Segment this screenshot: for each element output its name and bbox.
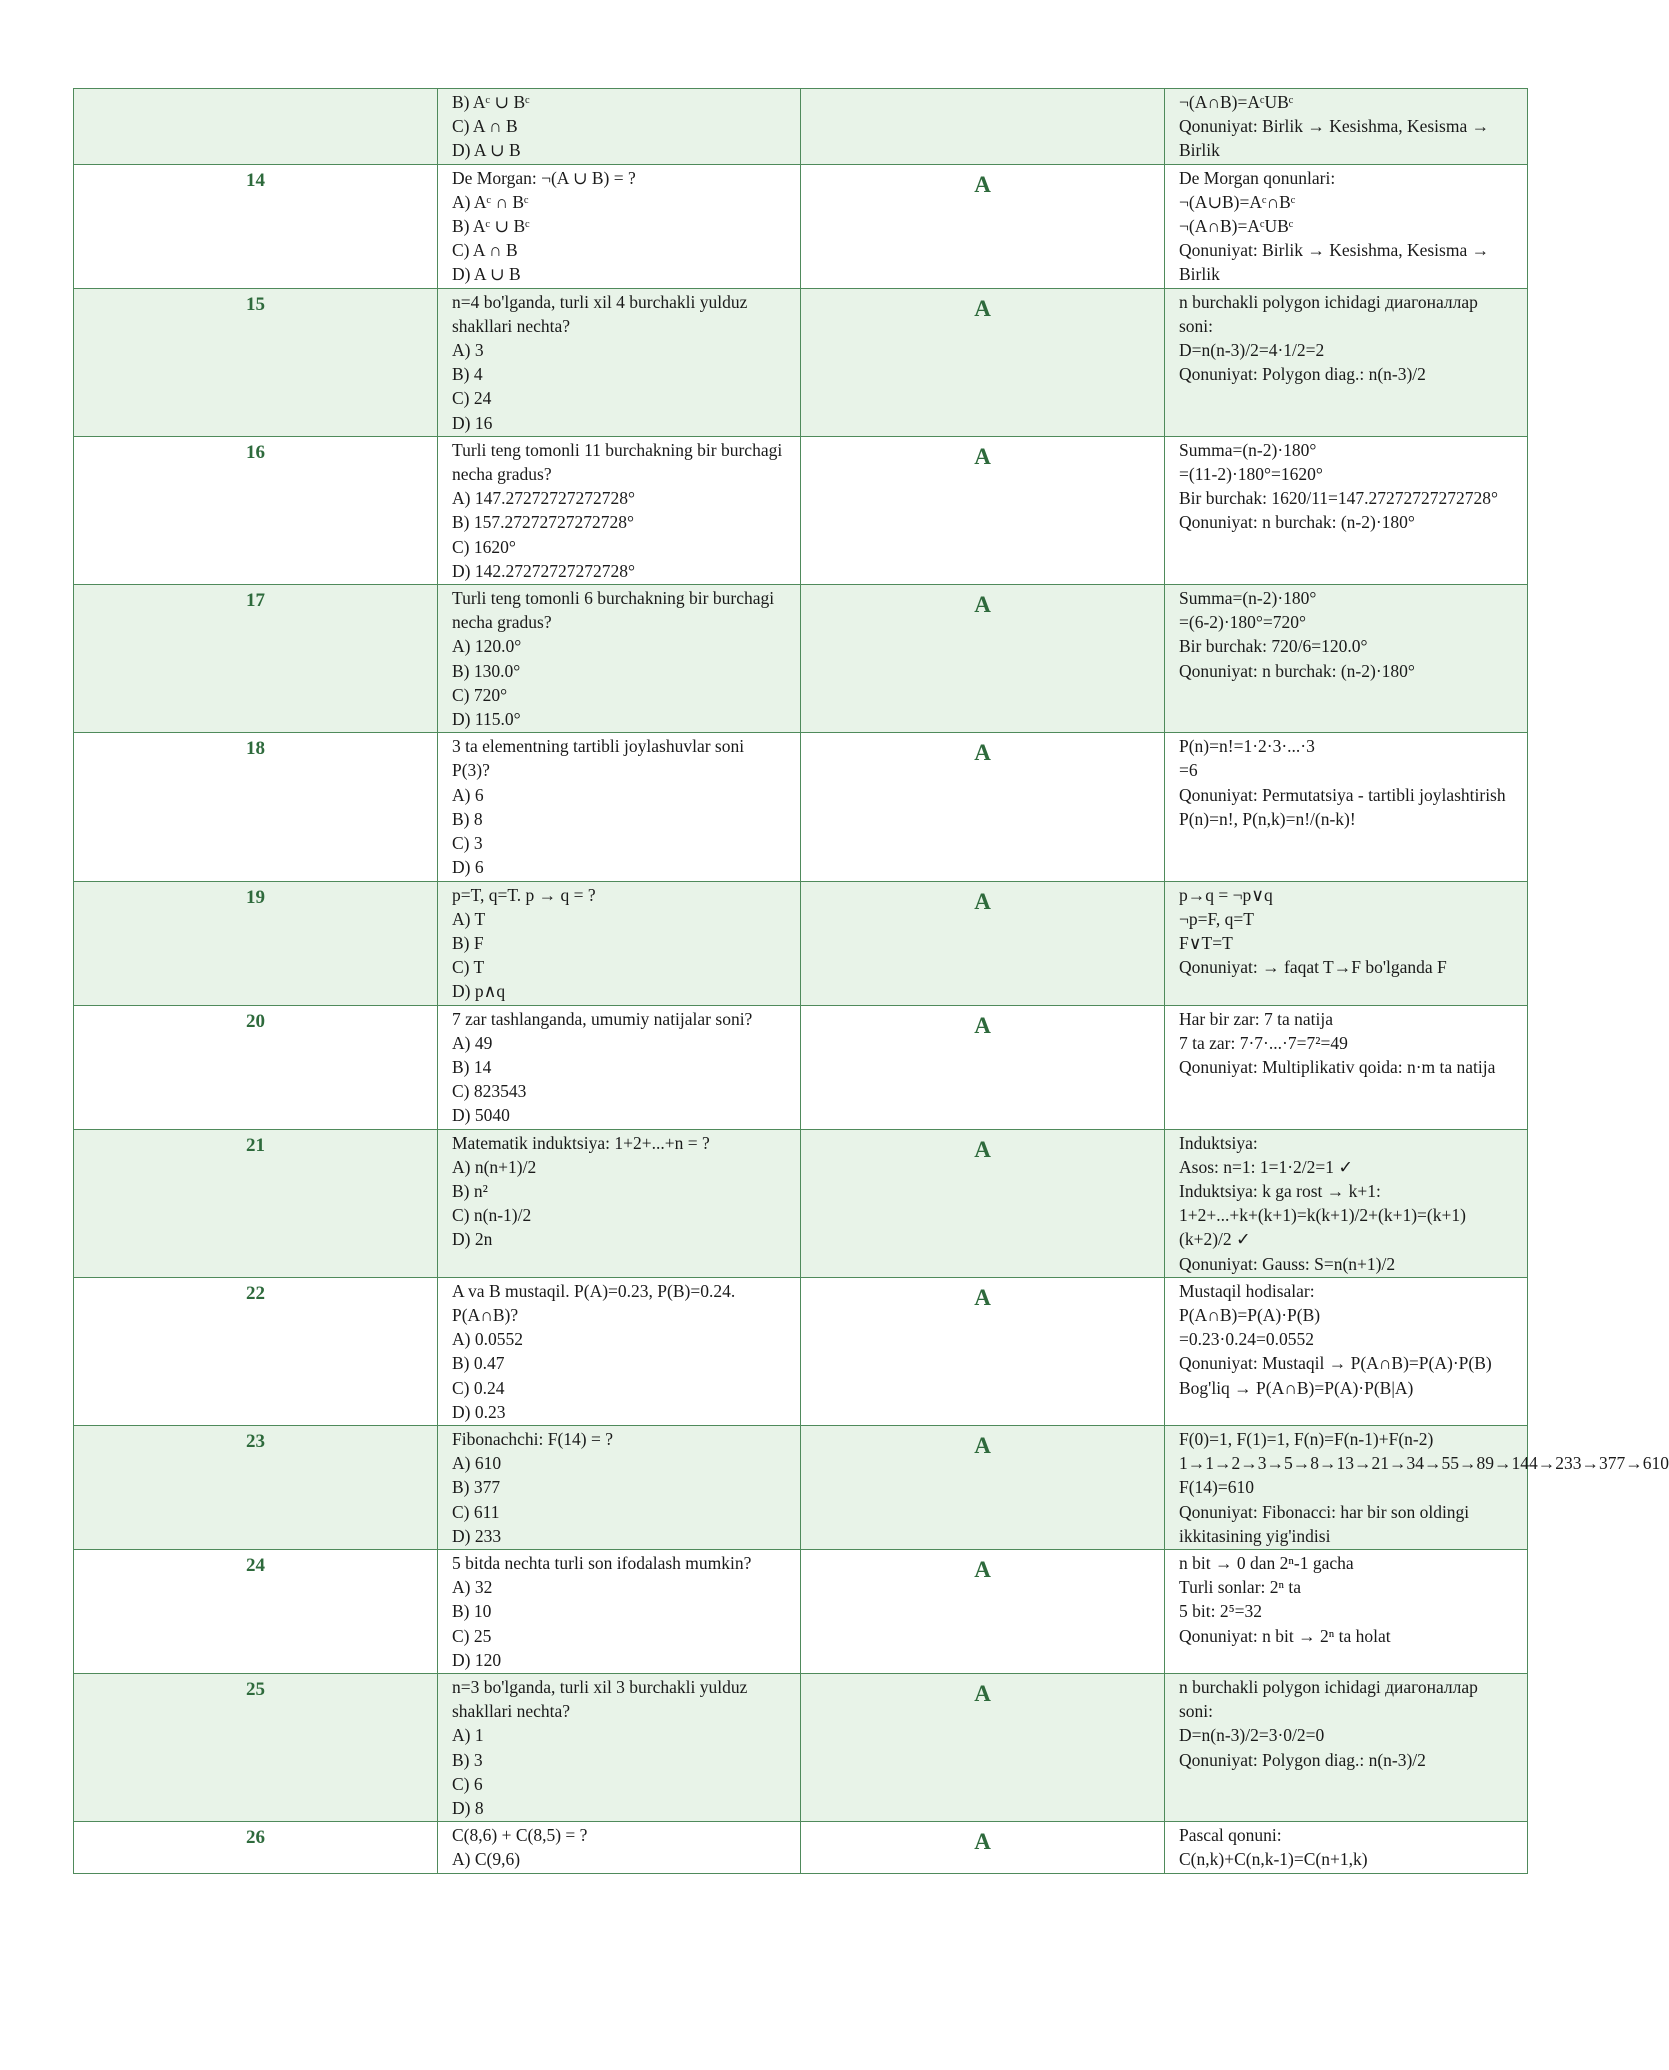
explanation-cell [1165,733,1528,881]
question-cell [438,436,801,584]
question-text: Matematik induktsiya: 1+2+...+n = ? [452,1132,710,1153]
correct-answer: A [801,1674,1165,1822]
question-cell [438,1674,801,1822]
answer-option: B) 3 [452,1749,483,1770]
question-cell [438,585,801,733]
table-row [74,881,1528,1005]
explanation-line: Induktsiya: k ga rost → k+1: [1179,1180,1381,1201]
question-cell [438,733,801,881]
answer-option: A) Aᶜ ∩ Bᶜ [452,191,529,212]
question-text: Turli teng tomonli 11 burchakning bir burchagi necha gradus? [452,439,787,485]
questions-table-body [74,89,1669,1874]
table-row [74,585,1528,733]
explanation-line: Asos: n=1: 1=1·2/2=1 ✓ [1179,1156,1354,1177]
explanation-line: F∨T=T [1179,932,1233,953]
table-row [74,733,1528,881]
answer-option: D) 233 [452,1525,502,1546]
answer-option: B) 377 [452,1477,501,1498]
answer-option: B) 4 [452,364,483,385]
question-number: 25 [74,1674,438,1822]
explanation-line: =0.23·0.24=0.0552 [1179,1329,1314,1350]
answer-option: B) Aᶜ ∪ Bᶜ [452,216,530,237]
explanation-line: C(n,k)+C(n,k-1)=C(n+1,k) [1179,1849,1368,1870]
question-cell [438,1129,801,1277]
correct-answer: A [801,288,1165,436]
explanation-line: n bit → 0 dan 2ⁿ-1 gacha [1179,1552,1354,1573]
answer-option: C) 25 [452,1625,492,1646]
question-number: 17 [74,585,438,733]
questions-table [73,88,1669,1874]
explanation-cell [1165,1674,1528,1822]
correct-answer: A [801,1129,1165,1277]
answer-option: A) 49 [452,1032,493,1053]
explanation-line: Qonuniyat: Polygon diag.: n(n-3)/2 [1179,364,1426,385]
explanation-line: 1→1→2→3→5→8→13→21→34→55→89→144→233→377→610 [1179,1453,1669,1474]
explanation-line: Qonuniyat: → faqat T→F bo'lganda F [1179,957,1447,978]
table-row [74,288,1528,436]
answer-option: A) 1 [452,1725,484,1746]
correct-answer [801,89,1165,165]
explanation-cell [1165,1549,1528,1673]
question-cell [438,881,801,1005]
correct-answer: A [801,585,1165,733]
explanation-line: Qonuniyat: Fibonacci: har bir son oldingi ikkitasining yig'indisi [1179,1501,1474,1546]
table-row [74,1005,1528,1129]
answer-option: C) 823543 [452,1081,527,1102]
explanation-line: Qonuniyat: n burchak: (n-2)·180° [1179,660,1415,681]
explanation-cell [1165,1425,1669,1549]
answer-option: D) 115.0° [452,709,521,730]
explanation-line: Qonuniyat: Multiplikativ qoida: n·m ta natija [1179,1056,1496,1077]
answer-option: A) 120.0° [452,636,522,657]
correct-answer: A [801,881,1165,1005]
answer-option: A) 6 [452,784,484,805]
answer-option: D) 2n [452,1229,493,1250]
explanation-cell [1165,585,1528,733]
question-cell [438,1822,801,1873]
question-text: n=4 bo'lganda, turli xil 4 burchakli yulduz shakllari nechta? [452,291,752,336]
answer-option: A) 0.0552 [452,1329,523,1350]
question-cell [438,1277,801,1425]
explanation-line: =(11-2)·180°=1620° [1179,464,1323,485]
answer-option: D) 142.27272727272728° [452,560,635,581]
question-number: 24 [74,1549,438,1673]
explanation-line: Bir burchak: 720/6=120.0° [1179,636,1368,657]
answer-option: B) 130.0° [452,660,521,681]
explanation-line: Qonuniyat: Polygon diag.: n(n-3)/2 [1179,1749,1426,1770]
table-row [74,1549,1528,1673]
explanation-cell [1165,1277,1528,1425]
answer-option: B) n² [452,1180,488,1201]
answer-option: B) F [452,932,484,953]
explanation-line: Qonuniyat: n bit → 2ⁿ ta holat [1179,1625,1391,1646]
explanation-line: Qonuniyat: Mustaqil → P(A∩B)=P(A)·P(B) [1179,1353,1492,1374]
answer-option: C) 611 [452,1501,500,1522]
correct-answer: A [801,1822,1165,1873]
answer-option: D) 16 [452,412,493,433]
explanation-line: Qonuniyat: Birlik → Kesishma, Kesisma → Birlik [1179,116,1494,161]
explanation-line: =6 [1179,760,1198,781]
question-cell [438,164,801,288]
answer-option: D) 120 [452,1649,502,1670]
question-number [74,89,438,165]
question-number: 19 [74,881,438,1005]
explanation-line: F(14)=610 [1179,1477,1255,1498]
answer-option: C) 3 [452,833,483,854]
question-cell [438,1005,801,1129]
explanation-line: P(A∩B)=P(A)·P(B) [1179,1304,1321,1325]
correct-answer: A [801,436,1165,584]
answer-option: B) Aᶜ ∪ Bᶜ [452,92,530,112]
explanation-line: P(n)=n!, P(n,k)=n!/(n-k)! [1179,808,1356,829]
explanation-line: Summa=(n-2)·180° [1179,439,1317,460]
explanation-line: 5 bit: 2⁵=32 [1179,1601,1263,1622]
answer-option: C) 0.24 [452,1377,505,1398]
explanation-line: p→q = ¬p∨q [1179,884,1273,905]
correct-answer: A [801,164,1165,288]
answer-option: D) 8 [452,1798,484,1819]
explanation-line: Bir burchak: 1620/11=147.27272727272728° [1179,488,1499,509]
explanation-line: Turli sonlar: 2ⁿ ta [1179,1577,1302,1598]
answer-option: B) 8 [452,808,483,829]
question-number: 15 [74,288,438,436]
answer-option: C) T [452,957,485,978]
answer-option: D) A ∪ B [452,140,521,161]
question-number: 22 [74,1277,438,1425]
answer-option: A) 610 [452,1453,502,1474]
table-row [74,1277,1528,1425]
answer-option: A) C(9,6) [452,1849,521,1870]
question-number: 21 [74,1129,438,1277]
explanation-line: Mustaqil hodisalar: [1179,1280,1315,1301]
question-number: 14 [74,164,438,288]
answer-option: A) 3 [452,340,484,361]
table-row [74,1674,1528,1822]
answer-option: D) A ∪ B [452,264,521,285]
explanation-line: Pascal qonuni: [1179,1825,1282,1846]
explanation-line: Bog'liq → P(A∩B)=P(A)·P(B|A) [1179,1377,1414,1398]
explanation-line: Har bir zar: 7 ta natija [1179,1008,1334,1029]
correct-answer: A [801,733,1165,881]
explanation-line: n burchakli polygon ichidagi диагоналлар soni: [1179,291,1483,336]
table-row [74,1822,1528,1873]
explanation-line: Summa=(n-2)·180° [1179,588,1317,609]
explanation-cell [1165,436,1528,584]
question-number: 26 [74,1822,438,1873]
question-text: C(8,6) + C(8,5) = ? [452,1825,588,1846]
table-row [74,89,1528,165]
explanation-cell [1165,881,1528,1005]
question-text: n=3 bo'lganda, turli xil 3 burchakli yulduz shakllari nechta? [452,1677,752,1722]
answer-option: D) 5040 [452,1105,510,1126]
table-row [74,436,1528,584]
explanation-cell [1165,164,1528,288]
answer-option: C) 6 [452,1773,483,1794]
explanation-line: Qonuniyat: Gauss: S=n(n+1)/2 [1179,1253,1396,1274]
explanation-line: ¬p=F, q=T [1179,908,1254,929]
answer-option: B) 10 [452,1601,492,1622]
question-text: p=T, q=T. p → q = ? [452,884,596,905]
question-text: 3 ta elementning tartibli joylashuvlar soni P(3)? [452,736,749,781]
question-text: A va B mustaqil. P(A)=0.23, P(B)=0.24. P(A∩B)? [452,1280,740,1325]
explanation-line: ¬(A∩B)=AᶜUBᶜ [1179,216,1294,237]
correct-answer: A [801,1549,1165,1673]
explanation-line: F(0)=1, F(1)=1, F(n)=F(n-1)+F(n-2) [1179,1428,1434,1449]
table-row [74,1129,1528,1277]
answer-option: B) 157.27272727272728° [452,512,634,533]
question-text: Turli teng tomonli 6 burchakning bir burchagi necha gradus? [452,588,779,633]
answer-option: C) A ∩ B [452,240,518,261]
answer-option: A) 32 [452,1577,493,1598]
answer-option: D) 6 [452,857,484,878]
explanation-line: =(6-2)·180°=720° [1179,612,1307,633]
explanation-line: P(n)=n!=1·2·3·...·3 [1179,736,1315,757]
answer-option: A) n(n+1)/2 [452,1156,537,1177]
correct-answer: A [801,1425,1165,1549]
answer-option: C) 720° [452,684,508,705]
question-cell [438,288,801,436]
explanation-line: n burchakli polygon ichidagi диагоналлар soni: [1179,1677,1483,1722]
explanation-line: De Morgan qonunlari: [1179,167,1336,188]
question-cell [438,1425,801,1549]
question-text: 7 zar tashlanganda, umumiy natijalar soni? [452,1008,753,1029]
explanation-cell [1165,1129,1528,1277]
explanation-cell [1165,89,1528,165]
answer-option: B) 0.47 [452,1353,505,1374]
correct-answer: A [801,1277,1165,1425]
explanation-line: Qonuniyat: Birlik → Kesishma, Kesisma → Birlik [1179,240,1494,285]
explanation-line: ¬(A∪B)=Aᶜ∩Bᶜ [1179,191,1296,212]
question-cell [438,1549,801,1673]
question-cell [438,89,801,165]
explanation-line: Qonuniyat: Permutatsiya - tartibli joylashtirish [1179,784,1506,805]
question-text: Fibonachchi: F(14) = ? [452,1428,614,1449]
question-number: 18 [74,733,438,881]
question-text: De Morgan: ¬(A ∪ B) = ? [452,167,636,188]
answer-option: C) 24 [452,388,492,409]
answer-option: D) p∧q [452,981,506,1002]
explanation-line: ¬(A∩B)=AᶜUBᶜ [1179,92,1294,112]
answer-option: C) n(n-1)/2 [452,1205,532,1226]
answer-option: B) 14 [452,1056,492,1077]
explanation-cell [1165,1822,1528,1873]
question-number: 16 [74,436,438,584]
answer-option: C) 1620° [452,536,516,557]
explanation-line: D=n(n-3)/2=3·0/2=0 [1179,1725,1325,1746]
explanation-cell [1165,288,1528,436]
explanation-line: 7 ta zar: 7·7·...·7=7²=49 [1179,1032,1348,1053]
table-row [74,164,1528,288]
answer-option: A) T [452,908,486,929]
answer-option: C) A ∩ B [452,116,518,137]
table-row [74,1425,1528,1549]
question-text: 5 bitda nechta turli son ifodalash mumkin? [452,1552,752,1573]
explanation-cell [1165,1005,1528,1129]
explanation-line: Qonuniyat: n burchak: (n-2)·180° [1179,512,1415,533]
question-number: 20 [74,1005,438,1129]
question-number: 23 [74,1425,438,1549]
explanation-line: 1+2+...+k+(k+1)=k(k+1)/2+(k+1)=(k+1)(k+2)/2 ✓ [1179,1205,1466,1250]
explanation-line: D=n(n-3)/2=4·1/2=2 [1179,340,1325,361]
answer-option: A) 147.27272727272728° [452,488,635,509]
explanation-line: Induktsiya: [1179,1132,1258,1153]
correct-answer: A [801,1005,1165,1129]
answer-option: D) 0.23 [452,1401,506,1422]
